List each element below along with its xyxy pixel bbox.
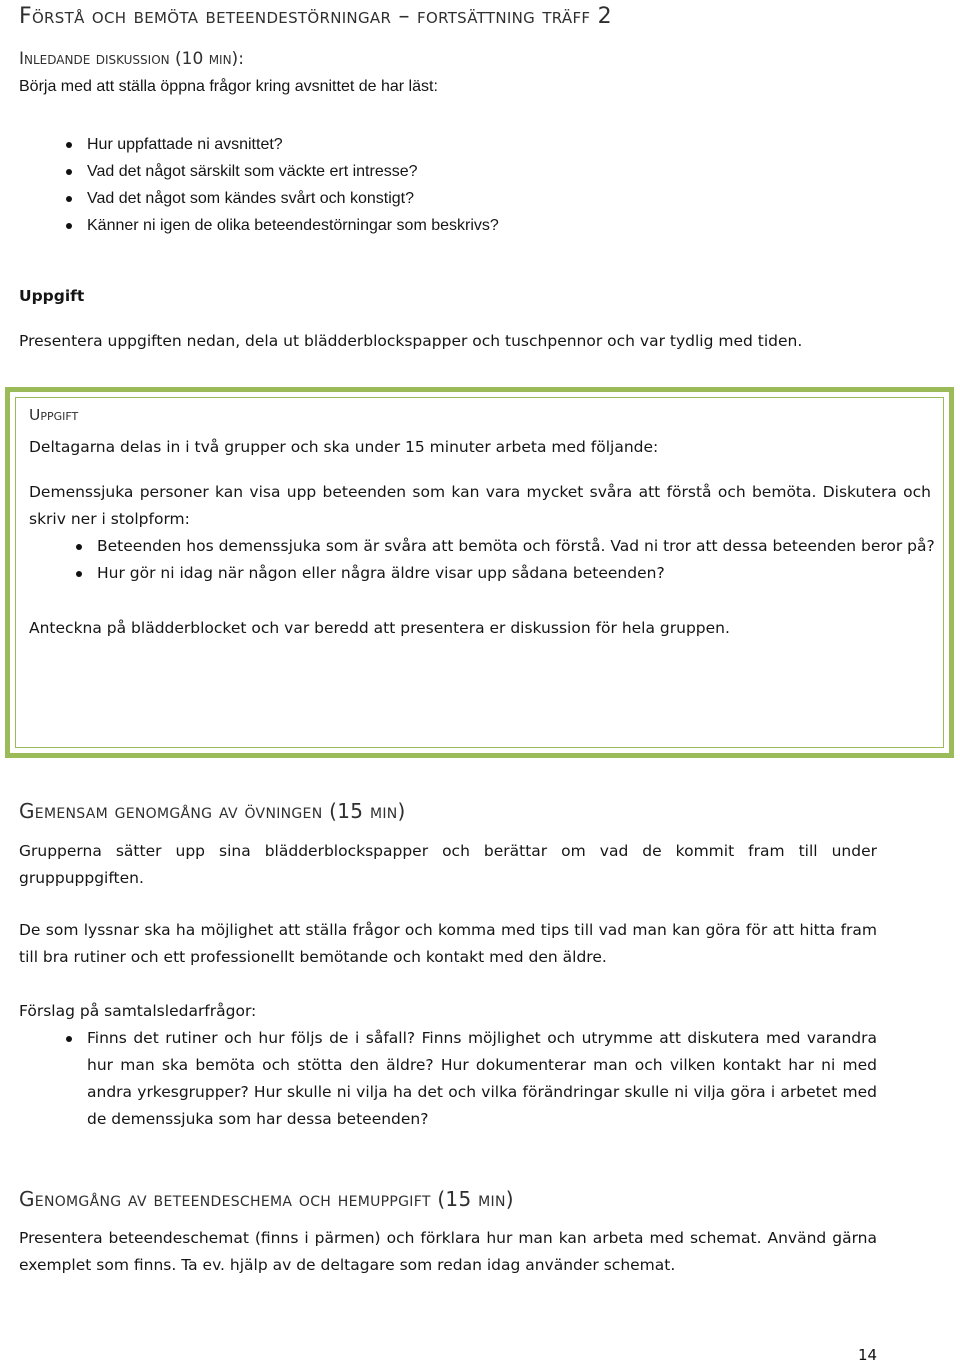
list-item: Vad det något särskilt som väckte ert intresse? [19, 158, 879, 185]
page-number: 14 [858, 1346, 878, 1364]
list-item: Känner ni igen de olika beteendestörningar som beskrivs? [19, 212, 879, 239]
list-item: Finns det rutiner och hur följs de i såfall? Finns möjlighet och utrymme att diskutera med varandra hur man ska bemöta och stötta den äldre? Hur dokumenterar man och vilken kontakt har ni med andra yrkesgrupper? Hur skulle ni vilja ha det och vilka förändringar skulle ni vilja göra i arbetet med de demenssjuka som har dessa beteenden? [19, 1025, 877, 1133]
bullet-icon [76, 544, 82, 550]
list-item: Hur gör ni idag när någon eller några äldre visar upp sådana beteenden? [29, 560, 931, 587]
list-item: Vad det något som kändes svårt och konstigt? [19, 185, 879, 212]
task-box-intro: Deltagarna delas in i två grupper och ska under 15 minuter arbeta med följande: [29, 438, 659, 456]
bullet-icon [66, 196, 72, 202]
schema-paragraph: Presentera beteendeschemat (finns i pärmen) och förklara hur man kan arbeta med schemat. Använd gärna exemplet som finns. Ta ev. hjälp av de deltagare som redan idag använder schemat. [19, 1229, 877, 1274]
suggestions-label: Förslag på samtalsledarfrågor: [19, 1002, 257, 1020]
suggestions-list [19, 1025, 877, 1133]
bullet-icon [66, 169, 72, 175]
task-box-closing: Anteckna på blädderblocket och var beredd att presentera er diskussion för hela gruppen. [29, 619, 730, 637]
review-paragraph-2: De som lyssnar ska ha möjlighet att ställa frågor och komma med tips till vad man kan göra för att hitta fram till bra rutiner och ett professionellt bemötande och kontakt med den äldre. [19, 921, 877, 966]
task-instruction: Presentera uppgiften nedan, dela ut blädderblockspapper och tuschpennor och var tydlig med tiden. [19, 332, 803, 350]
task-box-paragraph: Demenssjuka personer kan visa upp beteenden som kan vara mycket svåra att förstå och bemöta. Diskutera och skriv ner i stolpform: [29, 483, 931, 528]
list-item: Beteenden hos demenssjuka som är svåra att bemöta och förstå. Vad ni tror att dessa beteenden beror på? [29, 533, 931, 560]
intro-heading: Inledande diskussion (10 min): [19, 49, 244, 69]
task-label: Uppgift [19, 287, 85, 305]
bullet-icon [76, 571, 82, 577]
task-box-bullet-list [29, 533, 935, 587]
page-title: Förstå och bemöta beteendestörningar – fortsättning träff 2 [19, 4, 612, 29]
review-heading: Gemensam genomgång av övningen (15 min) [19, 799, 406, 823]
task-box-heading: Uppgift [29, 406, 79, 424]
review-paragraph-1: Grupperna sätter upp sina blädderblockspapper och berättar om vad de kommit fram till under gruppuppgiften. [19, 842, 877, 887]
bullet-icon [66, 223, 72, 229]
intro-lead: Börja med att ställa öppna frågor kring avsnittet de har läst: [19, 78, 438, 95]
schema-heading: Genomgång av beteendeschema och hemuppgift (15 min) [19, 1187, 514, 1211]
bullet-icon [66, 142, 72, 148]
list-item: Hur uppfattade ni avsnittet? [19, 131, 879, 158]
intro-question-list [19, 131, 879, 239]
bullet-icon [66, 1036, 72, 1042]
